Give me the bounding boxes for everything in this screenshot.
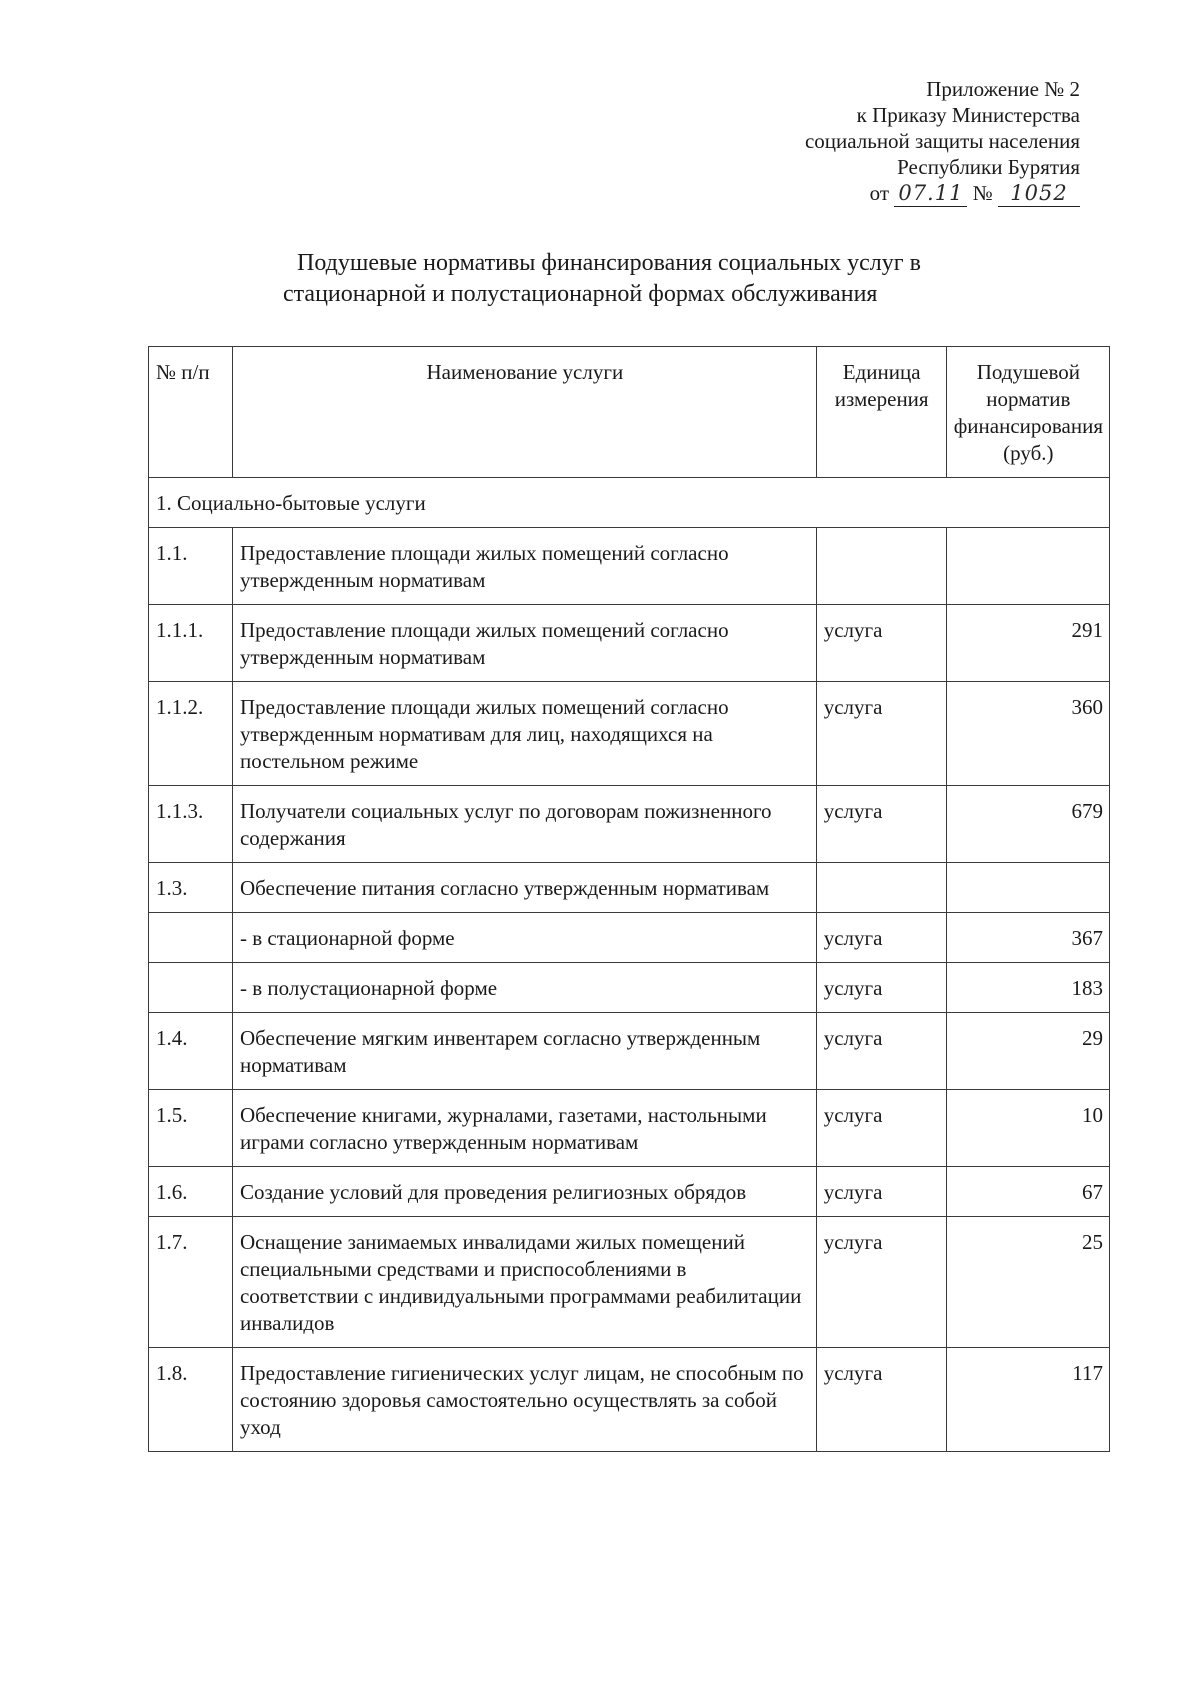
table-header-row (149, 347, 1110, 478)
cell-unit: услуга (816, 1167, 946, 1217)
cell-unit: услуга (816, 963, 946, 1013)
order-date-number (805, 180, 1080, 207)
cell-unit: услуга (816, 913, 946, 963)
cell-name: Оснащение занимаемых инвалидами жилых помещений специальными средствами и приспособлениями в соответствии с индивидуальными программами реабилитации инвалидов (232, 1217, 816, 1348)
order-reference: к Приказу Министерства (856, 103, 1080, 127)
table-row (149, 786, 1110, 863)
table-row (149, 913, 1110, 963)
table-row (149, 605, 1110, 682)
cell-num: 1.8. (149, 1348, 233, 1452)
cell-num (149, 913, 233, 963)
cell-value: 117 (946, 1348, 1109, 1452)
cell-num: 1.5. (149, 1090, 233, 1167)
column-header-name: Наименование услуги (232, 347, 816, 478)
cell-name: - в полустационарной форме (232, 963, 816, 1013)
handwritten-number: 1052 (998, 180, 1080, 207)
cell-value (946, 863, 1109, 913)
cell-num: 1.1.3. (149, 786, 233, 863)
document-title (230, 248, 1050, 310)
cell-value: 10 (946, 1090, 1109, 1167)
cell-name: Предоставление гигиенических услуг лицам, не способным по состоянию здоровья самостоятельно осуществлять за собой уход (232, 1348, 816, 1452)
cell-unit (816, 528, 946, 605)
table-row (149, 1090, 1110, 1167)
cell-unit: услуга (816, 682, 946, 786)
republic-name: Республики Бурятия (897, 155, 1080, 179)
cell-value: 25 (946, 1217, 1109, 1348)
handwritten-date: 07.11 (894, 180, 967, 207)
table-row (149, 963, 1110, 1013)
cell-value: 67 (946, 1167, 1109, 1217)
date-prefix: от (869, 181, 890, 205)
cell-value: 679 (946, 786, 1109, 863)
cell-name: Предоставление площади жилых помещений согласно утвержденным нормативам для лиц, находящихся на постельном режиме (232, 682, 816, 786)
cell-unit: услуга (816, 1348, 946, 1452)
cell-num: 1.4. (149, 1013, 233, 1090)
norms-table (148, 346, 1110, 1452)
cell-num: 1.6. (149, 1167, 233, 1217)
cell-value: 360 (946, 682, 1109, 786)
table-row (149, 528, 1110, 605)
table-body (149, 478, 1110, 1452)
cell-name: Обеспечение книгами, журналами, газетами, настольными играми согласно утвержденным нормативам (232, 1090, 816, 1167)
cell-value: 29 (946, 1013, 1109, 1090)
cell-value (946, 528, 1109, 605)
cell-num: 1.3. (149, 863, 233, 913)
appendix-number: Приложение № 2 (926, 77, 1080, 101)
cell-unit: услуга (816, 605, 946, 682)
table-row (149, 1217, 1110, 1348)
title-line-1: Подушевые нормативы финансирования социальных услуг в (297, 250, 921, 276)
cell-unit: услуга (816, 786, 946, 863)
cell-num: 1.7. (149, 1217, 233, 1348)
column-header-num: № п/п (149, 347, 233, 478)
cell-unit: услуга (816, 1090, 946, 1167)
ministry-name: социальной защиты населения (804, 129, 1080, 153)
cell-name: Предоставление площади жилых помещений согласно утвержденным нормативам (232, 605, 816, 682)
cell-unit (816, 863, 946, 913)
table-row (149, 682, 1110, 786)
column-header-norm: Подушевой норматив финансирования (руб.) (946, 347, 1109, 478)
section-row (149, 478, 1110, 528)
cell-name: Обеспечение мягким инвентарем согласно утвержденным нормативам (232, 1013, 816, 1090)
cell-num: 1.1. (149, 528, 233, 605)
column-header-unit: Единица измерения (816, 347, 946, 478)
table-row (149, 863, 1110, 913)
title-line-2: стационарной и полустационарной формах обслуживания (283, 281, 878, 307)
table-row (149, 1013, 1110, 1090)
cell-unit: услуга (816, 1013, 946, 1090)
number-label: № (972, 181, 993, 205)
appendix-header (805, 76, 1080, 207)
cell-num: 1.1.2. (149, 682, 233, 786)
cell-name: Создание условий для проведения религиозных обрядов (232, 1167, 816, 1217)
cell-value: 183 (946, 963, 1109, 1013)
cell-value: 367 (946, 913, 1109, 963)
cell-num (149, 963, 233, 1013)
cell-name: - в стационарной форме (232, 913, 816, 963)
cell-unit: услуга (816, 1217, 946, 1348)
cell-num: 1.1.1. (149, 605, 233, 682)
table-row (149, 1167, 1110, 1217)
cell-value: 291 (946, 605, 1109, 682)
cell-name: Получатели социальных услуг по договорам пожизненного содержания (232, 786, 816, 863)
cell-name: Предоставление площади жилых помещений согласно утвержденным нормативам (232, 528, 816, 605)
cell-name: Обеспечение питания согласно утвержденным нормативам (232, 863, 816, 913)
table-row (149, 1348, 1110, 1452)
section-title: 1. Социально-бытовые услуги (149, 478, 1110, 528)
